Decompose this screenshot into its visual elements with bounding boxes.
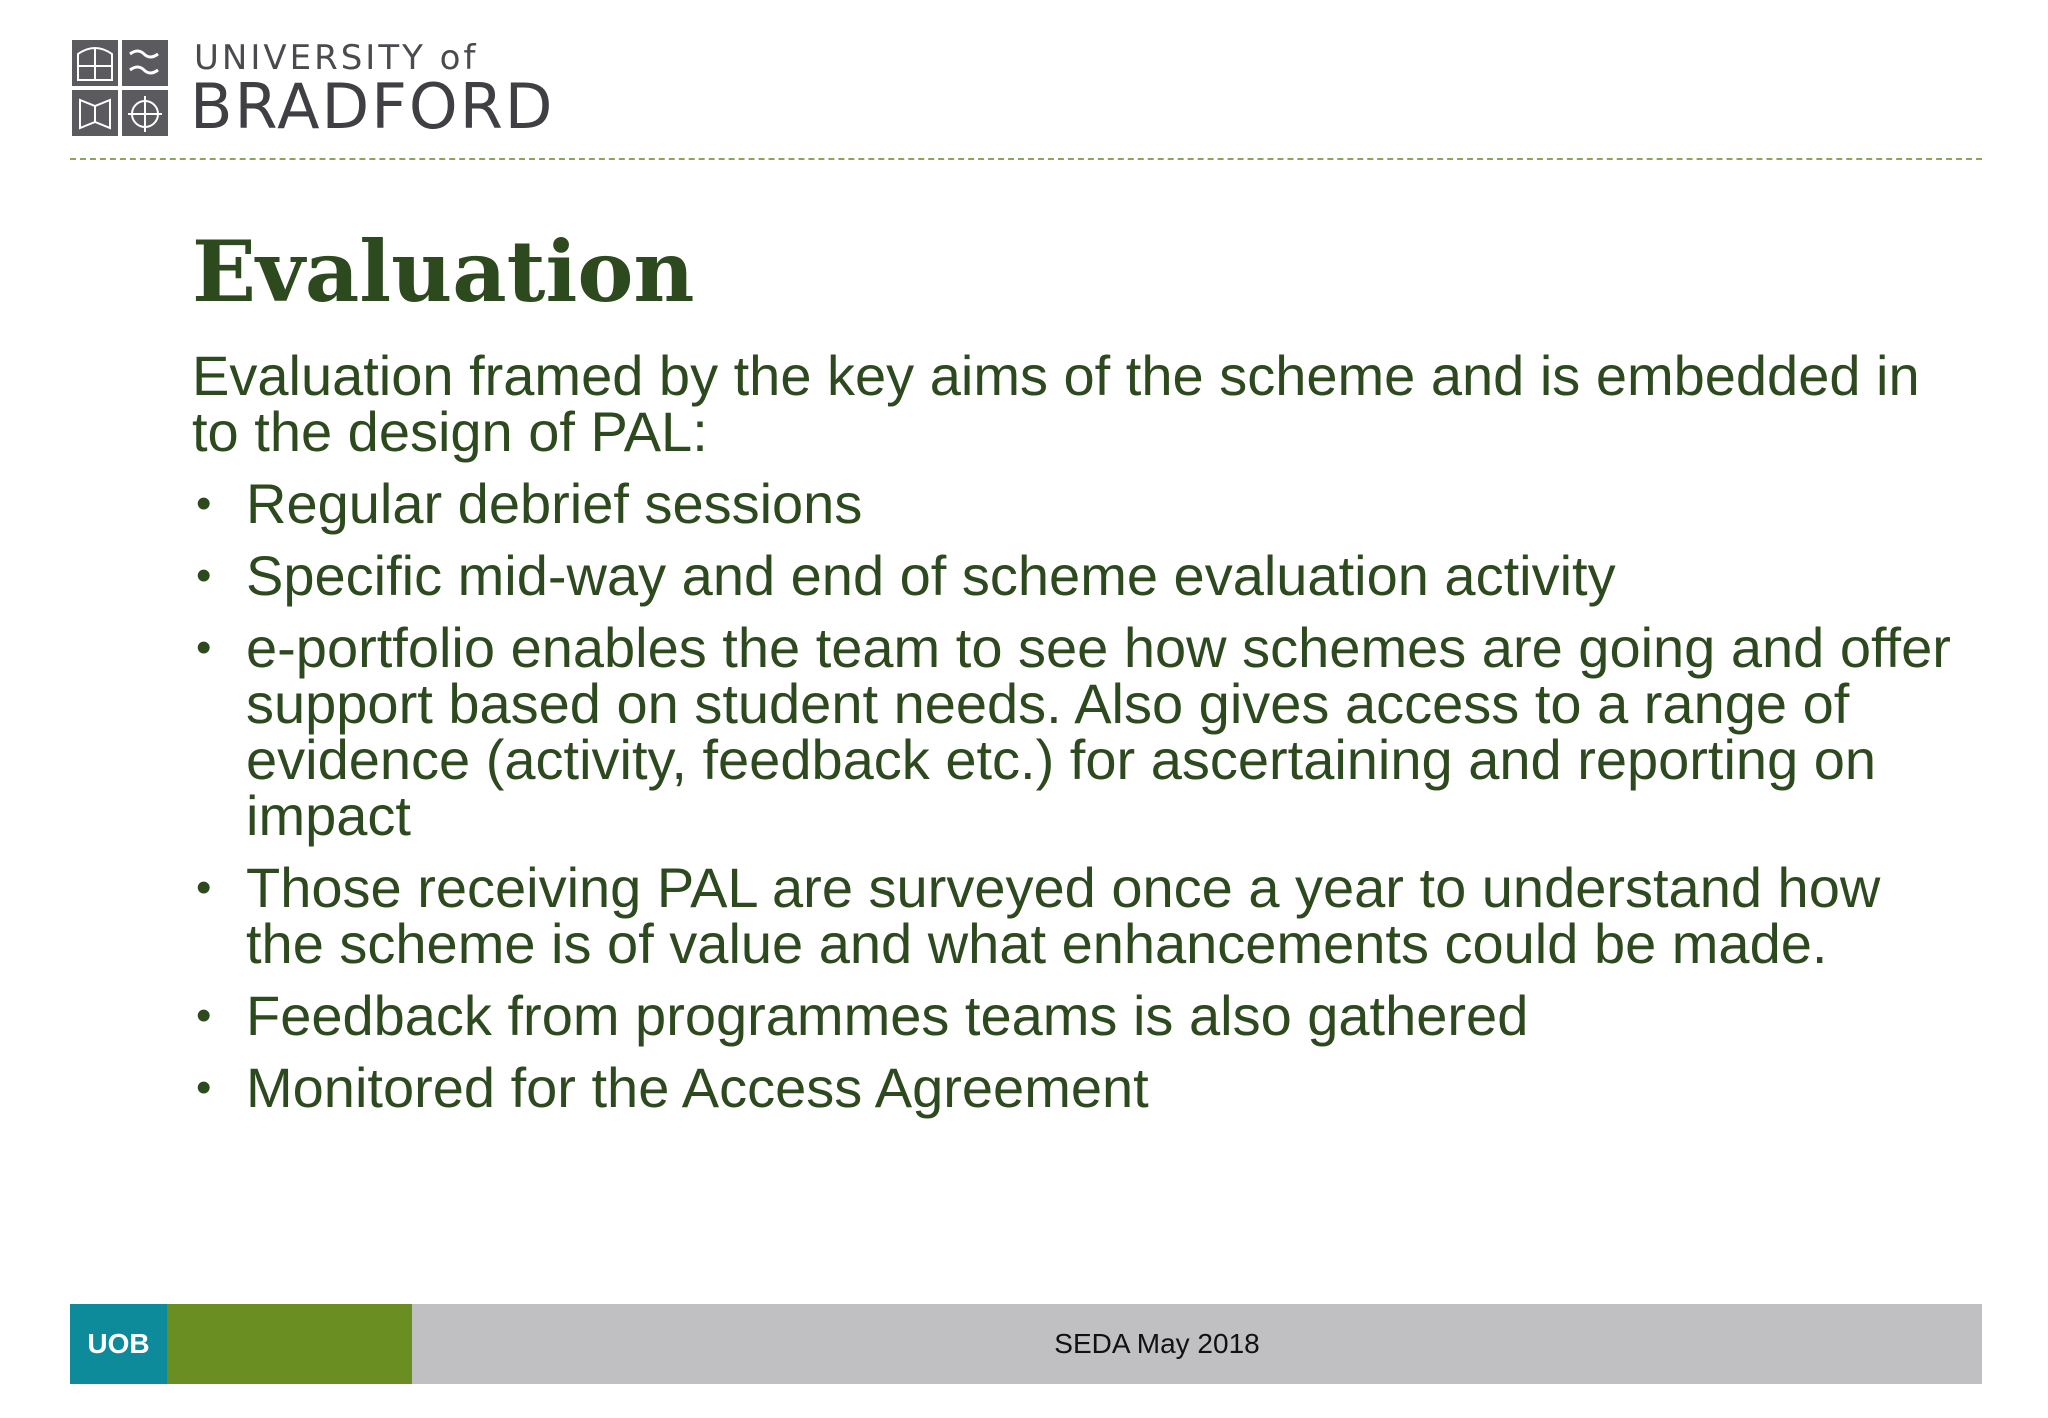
- bullet-item: [192, 1056, 1952, 1119]
- bullet-text: Monitored for the Access Agreement: [246, 1056, 1149, 1119]
- bullet-icon: •: [196, 479, 212, 528]
- intro-paragraph: Evaluation framed by the key aims of the scheme and is embedded in to the design of PAL:: [192, 344, 1920, 463]
- bullet-text: Regular debrief sessions: [246, 472, 863, 535]
- footer-text: SEDA May 2018: [412, 1304, 1982, 1384]
- logo-university-of: UNIVERSITY of: [194, 38, 479, 78]
- bullet-text: e-portfolio enables the team to see how schemes are going and offer support based on student needs. Also gives access to a range of evidence (activity, feedback etc.) for ascertaining and reporting on impact: [246, 616, 1951, 847]
- bullet-text: Those receiving PAL are surveyed once a year to understand how the scheme is of value and what enhancements could be made.: [246, 856, 1881, 975]
- bullet-icon: •: [196, 991, 212, 1040]
- bullet-icon: •: [196, 1063, 212, 1112]
- header-divider: [70, 158, 1982, 160]
- footer-uob-badge: UOB: [70, 1304, 167, 1384]
- footer-green-block: [167, 1304, 412, 1384]
- bullet-item: [192, 616, 1952, 847]
- bullet-item: [192, 984, 1952, 1047]
- bullet-item: [192, 544, 1952, 607]
- bullet-item: [192, 472, 1952, 535]
- university-crest-icon: [72, 40, 168, 136]
- bullet-icon: •: [196, 551, 212, 600]
- bullet-icon: •: [196, 863, 212, 912]
- bullet-item: [192, 856, 1952, 975]
- bullet-text: Feedback from programmes teams is also gathered: [246, 984, 1529, 1047]
- slide-title: Evaluation: [192, 222, 695, 321]
- bullet-icon: •: [196, 623, 212, 672]
- bullet-list: [192, 472, 1952, 1119]
- logo-bradford: BRADFORD: [190, 70, 555, 143]
- slide-footer: [70, 1304, 1982, 1384]
- bullet-text: Specific mid-way and end of scheme evaluation activity: [246, 544, 1616, 607]
- slide-body: [192, 344, 1952, 1132]
